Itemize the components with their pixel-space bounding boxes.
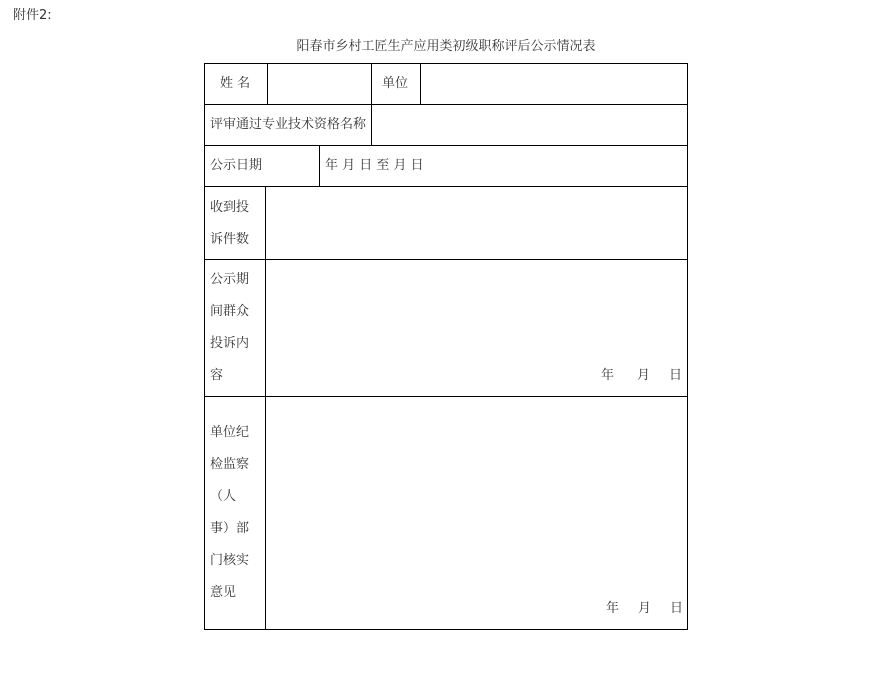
name-label: 姓 名 bbox=[220, 76, 251, 91]
unit-field[interactable] bbox=[421, 64, 687, 104]
label-line: 意见 bbox=[210, 585, 237, 600]
verification-field[interactable] bbox=[266, 397, 687, 629]
period-value: 年 月 日 至 月 日 bbox=[325, 158, 424, 173]
complaints-count-field[interactable] bbox=[266, 187, 687, 259]
label-line: 间群众 bbox=[210, 304, 250, 319]
label-line: 检监察 bbox=[210, 457, 250, 472]
period-label: 公示日期 bbox=[210, 158, 263, 173]
form-title: 阳春市乡村工匠生产应用类初级职称评后公示情况表 bbox=[296, 39, 596, 54]
label-line: 事）部 bbox=[210, 521, 250, 536]
date-year: 年 bbox=[601, 368, 615, 383]
date-month: 月 bbox=[637, 368, 651, 383]
label-line: 收到投 bbox=[210, 200, 250, 215]
date-day: 日 bbox=[670, 601, 684, 616]
label-line: 门核实 bbox=[210, 553, 250, 568]
verification-label bbox=[210, 417, 258, 609]
date-day: 日 bbox=[669, 368, 683, 383]
label-line: 诉件数 bbox=[210, 232, 250, 247]
complaint-content-field[interactable] bbox=[266, 260, 687, 396]
label-line: 公示期 bbox=[210, 272, 250, 287]
complaint-content-label bbox=[210, 264, 258, 392]
label-line: 单位纪 bbox=[210, 425, 250, 440]
publicity-form-table bbox=[204, 63, 688, 630]
col-divider bbox=[371, 64, 372, 104]
complaints-count-label bbox=[210, 192, 258, 256]
qualification-label: 评审通过专业技术资格名称 bbox=[210, 117, 367, 132]
label-line: 容 bbox=[210, 368, 224, 383]
date-year: 年 bbox=[606, 601, 620, 616]
unit-label: 单位 bbox=[382, 76, 409, 91]
label-line: 投诉内 bbox=[210, 336, 250, 351]
date-month: 月 bbox=[638, 601, 652, 616]
col-divider bbox=[319, 145, 320, 186]
label-line: （人 bbox=[210, 489, 237, 504]
qualification-field[interactable] bbox=[372, 105, 687, 145]
name-field[interactable] bbox=[268, 64, 371, 104]
attachment-label: 附件2: bbox=[13, 8, 52, 23]
row-divider bbox=[205, 145, 687, 146]
